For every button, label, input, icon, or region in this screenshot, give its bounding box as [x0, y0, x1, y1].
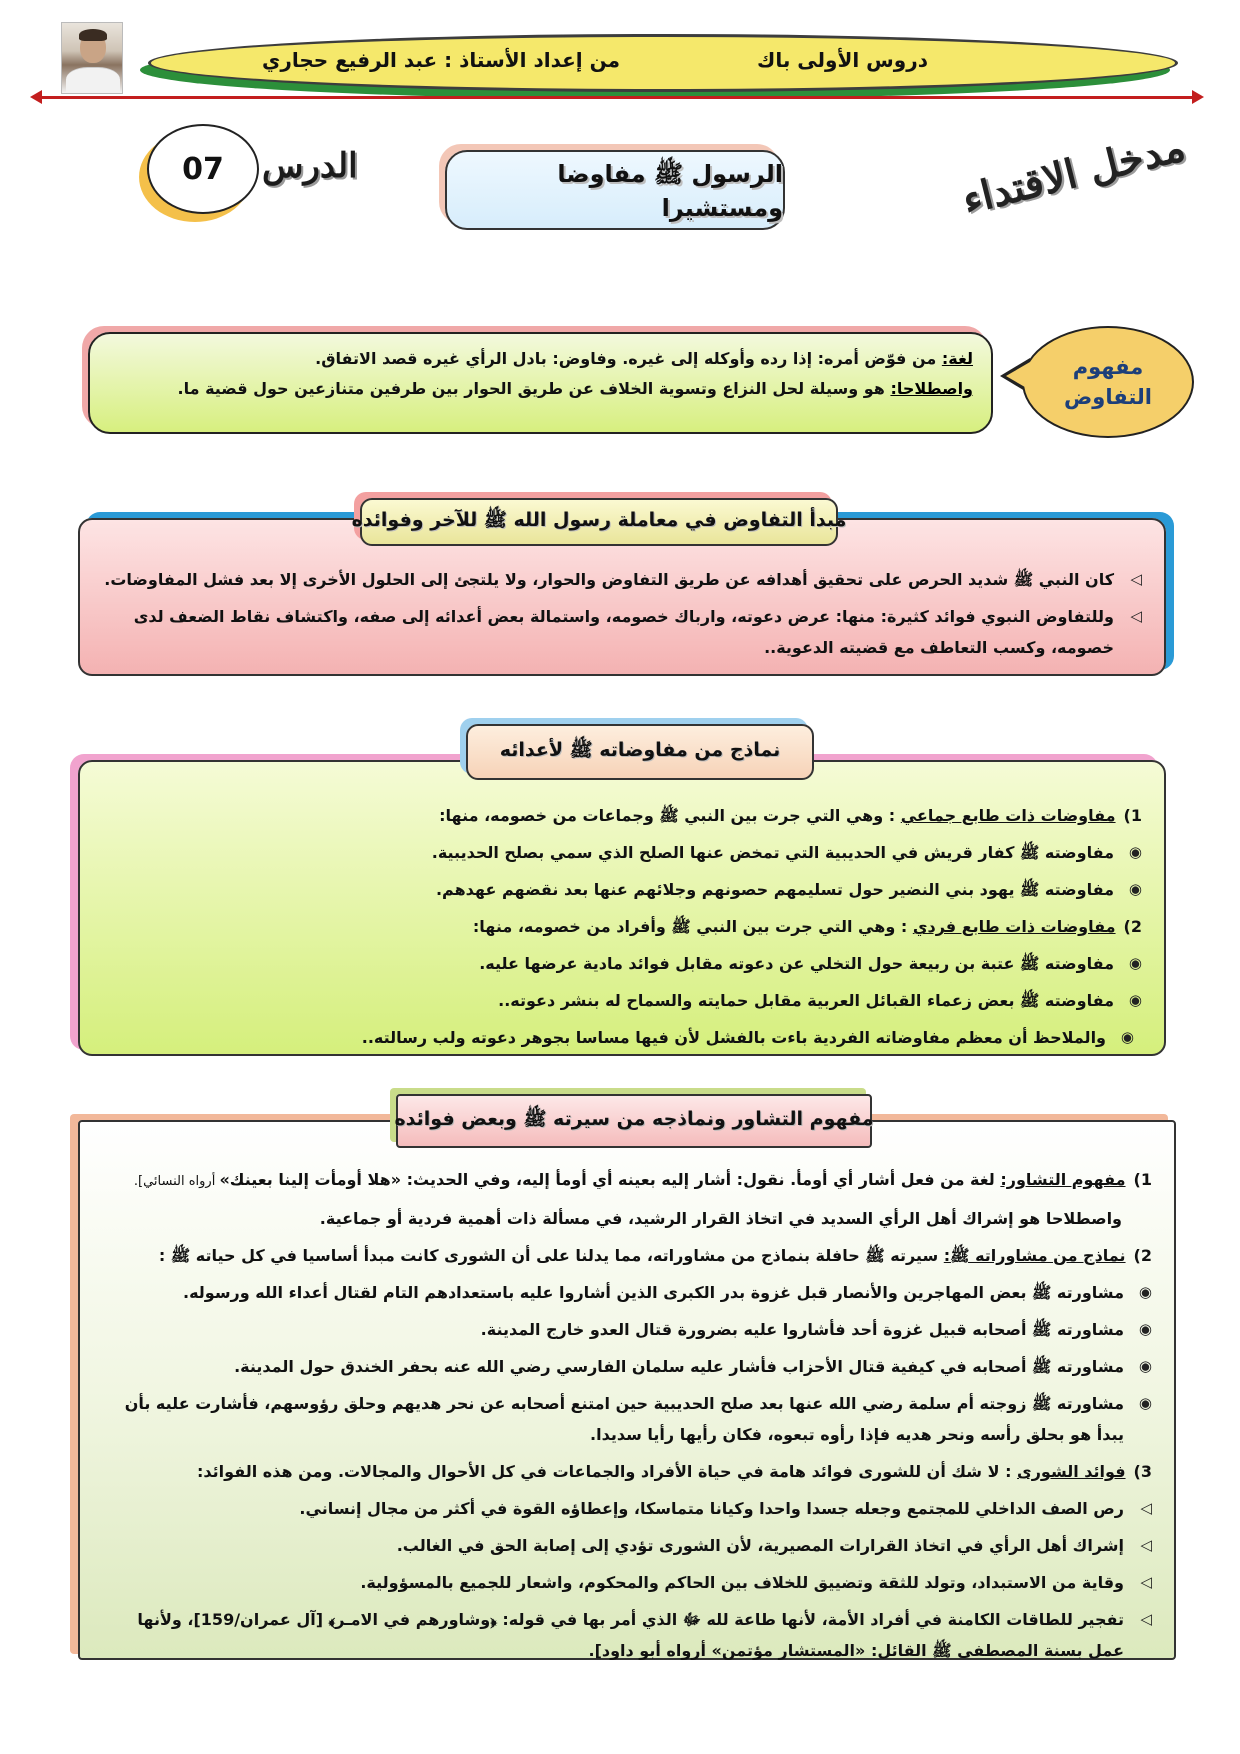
p1-heading: [102, 1164, 1152, 1197]
p3-number: 3): [1133, 1462, 1152, 1481]
p2-number: 2): [1133, 1246, 1152, 1265]
list-item: ◉ مفاوضته ﷺ عتبة بن ربيعة حول التخلي عن دعوته مقابل فوائد مادية عرضها عليه.: [102, 948, 1142, 979]
section-consultation: [78, 1120, 1176, 1660]
list-item: ◁ إشراك أهل الرأي في اتخاذ القرارات المصيرية، لأن الشورى تؤدي إلى إصابة الحق في الغالب.: [102, 1530, 1152, 1561]
author-label: من إعداد الأستاذ : عبد الرفيع حجاري: [262, 48, 620, 72]
definition-box: [88, 332, 993, 434]
list-item: ◁ كان النبي ﷺ شديد الحرص على تحقيق أهدافه عن طريق التفاوض والحوار، ولا يلتجئ إلى الحلول الأخرى إلا بعد فشل المفاوضات.: [102, 564, 1142, 595]
header-divider: [38, 96, 1200, 99]
list-item: ◉ مشاورته ﷺ بعض المهاجرين والأنصار قبل غزوة بدر الكبرى الذين أشاروا عليه باستعدادهم التام لقتال أعداء الله ورسوله.: [102, 1277, 1152, 1308]
p2-text: سيرته ﷺ حافلة بنماذج من مشاوراته، مما يدلنا على أن الشورى كانت مبدأ أساسيا في كل حياته ﷺ :: [158, 1246, 944, 1265]
p3-heading: [102, 1456, 1152, 1487]
arrow-right-icon: [1192, 90, 1204, 104]
p1-reference: أرواه النسائي].: [133, 1174, 220, 1189]
p3-text: : لا شك أن للشورى فوائد هامة في حياة الأفراد والجماعات في كل الأحوال والمجالات. ومن هذه الفوائد:: [197, 1462, 1018, 1481]
group1-title: مفاوضات ذات طابع جماعي: [900, 806, 1116, 825]
definition-istilah: [108, 374, 973, 404]
group2-heading: [102, 911, 1142, 942]
list-item: ◁ وقاية من الاستبداد، وتولد للثقة وتضييق للخلاف بين الحاكم والمحكوم، واشعار للجميع بالمسؤولية.: [102, 1567, 1152, 1598]
p1-title: مفهوم التشاور:: [1000, 1170, 1126, 1189]
definition-lugha: [108, 344, 973, 374]
bubble-tail-fill: [1006, 362, 1030, 390]
list-item: ◁ وللتفاوض النبوي فوائد كثيرة: منها: عرض دعوته، وارباك خصومه، واستمالة بعض أعدائه إلى صفه، واكتشاف نقاط الضعف لدى خصومه، وكسب التعاطف مع قضيته الدعوية..: [102, 601, 1142, 663]
lesson-title: الرسول ﷺ مفاوضا ومستشيرا: [445, 150, 785, 230]
p1-number: 1): [1133, 1170, 1152, 1189]
istilah-term: واصطلاحا:: [890, 379, 973, 398]
lugha-text: من فوّض أمره: إذا رده وأوكله إلى غيره. وفاوض: بادل الرأي غيره قصد الاتفاق.: [315, 349, 942, 368]
p1-text: لغة من فعل أشار أي أومأ. نقول: أشار إليه بعينه أي أومأ إليه، وفي الحديث: «هلا أومأت إلينا بعينك»: [219, 1170, 1001, 1189]
list-item: ◁ تفجير للطاقات الكامنة في أفراد الأمة، لأنها طاعة لله ﷻ الذي أمر بها في قوله: ﴿وشاورهم في الامـر﴾ [آل عمران/159]، ولأنها عمل بسنة المصطفى ﷺ القائل: «المستشار مؤتمن» أرواه أبو داود].: [102, 1604, 1152, 1666]
group1-heading: [102, 800, 1142, 831]
group2-title: مفاوضات ذات طابع فردي: [912, 917, 1116, 936]
list-item: ◉ مفاوضته ﷺ بعض زعماء القبائل العربية مقابل حمايته والسماح له بنشر دعوته..: [102, 985, 1142, 1016]
p1-line2: واصطلاحا هو إشراك أهل الرأي السديد في اتخاذ القرار الرشيد، في مسألة ذات أهمية فردية أو جماعية.: [319, 1209, 1122, 1228]
note-item: ◉ والملاحظ أن معظم مفاوضاته الفردية باءت بالفشل لأن فيها مساسا بجوهر دعوته ولب رسالته..: [102, 1022, 1134, 1053]
lugha-term: لغة:: [941, 349, 973, 368]
p3-title: فوائد الشورى: [1017, 1462, 1126, 1481]
author-photo: [61, 22, 123, 94]
lesson-label: الدرس: [262, 146, 358, 186]
concept-bubble-label: مفهوم التفاوض: [1064, 354, 1152, 409]
list-item: ◉ مفاوضته ﷺ كفار قريش في الحديبية التي تمخض عنها الصلح الذي سمي بصلح الحديبية.: [102, 837, 1142, 868]
lesson-number: 07: [147, 124, 259, 214]
list-item: ◉ مشاورته ﷺ أصحابه قبيل غزوة أحد فأشاروا عليه بضرورة قتال العدو خارج المدينة.: [102, 1314, 1152, 1345]
group1-intro: : وهي التي جرت بين النبي ﷺ وجماعات من خصومه، منها:: [439, 806, 901, 825]
section1-title: مبدأ التفاوض في معاملة رسول الله ﷺ للآخر وفوائده: [360, 498, 838, 546]
list-item: ◉ مفاوضته ﷺ يهود بني النضير حول تسليمهم حصونهم وجلائهم عنها بعد نقضهم عهدهم.: [102, 874, 1142, 905]
istilah-text: هو وسيلة لحل النزاع وتسوية الخلاف عن طريق الحوار بين طرفين متنازعين حول قضية ما.: [177, 379, 891, 398]
course-label: دروس الأولى باك: [756, 48, 928, 72]
list-item: ◁ رص الصف الداخلي للمجتمع وجعله جسدا واحدا وكيانا متماسكا، وإعطاؤه القوة في أكثر من مجال إنساني.: [102, 1493, 1152, 1524]
list-item: ◉ مشاورته ﷺ أصحابه في كيفية قتال الأحزاب فأشار عليه سلمان الفارسي رضي الله عنه بحفر الخندق حول المدينة.: [102, 1351, 1152, 1382]
concept-bubble: [1022, 326, 1194, 438]
group2-intro: : وهي التي جرت بين النبي ﷺ وأفراد من خصومه، منها:: [472, 917, 913, 936]
section2-title: نماذج من مفاوضاته ﷺ لأعدائه: [466, 724, 814, 780]
p2-title: نماذج من مشاوراته ﷺ:: [943, 1246, 1126, 1265]
list-item: ◉ مشاورته ﷺ زوجته أم سلمة رضي الله عنها بعد صلح الحديبية حين امتنع أصحابه عن نحر هديهم وحلق رؤوسهم، فأشارت عليه بأن يبدأ هو بحلق رأسه ونحر هديه فإذا رأوه تبعوه، فكان رأيها رأيا سديدا.: [102, 1388, 1152, 1450]
p2-heading: [102, 1240, 1152, 1271]
arrow-left-icon: [30, 90, 42, 104]
group2-number: 2): [1123, 917, 1142, 936]
domain-title: مدخل الاقتداء: [957, 123, 1190, 224]
section3-title: مفهوم التشاور ونماذجه من سيرته ﷺ وبعض فوائده: [396, 1094, 872, 1148]
group1-number: 1): [1123, 806, 1142, 825]
section-negotiation-models: [78, 760, 1166, 1056]
